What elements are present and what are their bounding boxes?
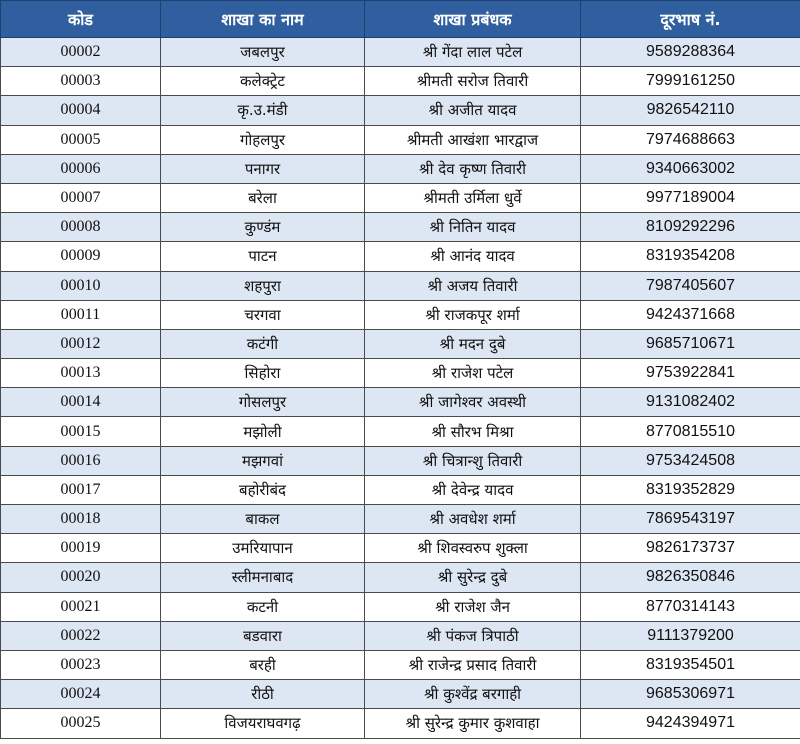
cell-branch-name: पाटन [161, 242, 365, 271]
table-row [1, 300, 800, 329]
table-row [1, 446, 800, 475]
cell-phone: 9111379200 [581, 621, 800, 650]
cell-code: 00021 [1, 592, 161, 621]
cell-branch-name: कुण्डंम [161, 213, 365, 242]
cell-branch-manager: श्री राजेन्द्र प्रसाद तिवारी [365, 650, 581, 679]
cell-branch-name: बाकल [161, 505, 365, 534]
table-row [1, 359, 800, 388]
cell-branch-name: गोहलपुर [161, 125, 365, 154]
cell-branch-name: बरही [161, 650, 365, 679]
cell-phone: 9424371668 [581, 300, 800, 329]
cell-branch-name: बहोरीबंद [161, 475, 365, 504]
cell-phone: 9753424508 [581, 446, 800, 475]
table-row [1, 38, 800, 67]
cell-code: 00017 [1, 475, 161, 504]
table-row [1, 505, 800, 534]
cell-branch-manager: श्री अजीत यादव [365, 96, 581, 125]
cell-branch-name: सिहोरा [161, 359, 365, 388]
cell-phone: 8319354501 [581, 650, 800, 679]
cell-phone: 7869543197 [581, 505, 800, 534]
table-row [1, 213, 800, 242]
table-row [1, 125, 800, 154]
table-row [1, 242, 800, 271]
cell-code: 00024 [1, 680, 161, 709]
cell-code: 00007 [1, 183, 161, 212]
cell-phone: 9340663002 [581, 154, 800, 183]
cell-branch-manager: श्री शिवस्वरुप शुक्ला [365, 534, 581, 563]
table-row [1, 417, 800, 446]
cell-branch-name: रीठी [161, 680, 365, 709]
cell-phone: 8770314143 [581, 592, 800, 621]
cell-phone: 9424394971 [581, 709, 800, 738]
cell-code: 00015 [1, 417, 161, 446]
table-row [1, 680, 800, 709]
cell-code: 00003 [1, 67, 161, 96]
cell-branch-manager: श्री चित्रान्शु तिवारी [365, 446, 581, 475]
cell-phone: 7987405607 [581, 271, 800, 300]
cell-code: 00004 [1, 96, 161, 125]
cell-code: 00023 [1, 650, 161, 679]
cell-branch-name: मझोली [161, 417, 365, 446]
cell-branch-name: जबलपुर [161, 38, 365, 67]
cell-phone: 9826542110 [581, 96, 800, 125]
table-row [1, 709, 800, 738]
cell-branch-name: कटनी [161, 592, 365, 621]
cell-code: 00018 [1, 505, 161, 534]
cell-branch-name: बडवारा [161, 621, 365, 650]
cell-branch-manager: श्री राजेश पटेल [365, 359, 581, 388]
cell-branch-manager: श्री सौरभ मिश्रा [365, 417, 581, 446]
cell-code: 00019 [1, 534, 161, 563]
cell-branch-name: मझगवां [161, 446, 365, 475]
table-row [1, 592, 800, 621]
table-row [1, 534, 800, 563]
cell-branch-manager: श्री मदन दुबे [365, 329, 581, 358]
cell-code: 00014 [1, 388, 161, 417]
cell-phone: 8770815510 [581, 417, 800, 446]
cell-branch-name: पनागर [161, 154, 365, 183]
cell-phone: 9753922841 [581, 359, 800, 388]
table-row [1, 621, 800, 650]
cell-phone: 9685306971 [581, 680, 800, 709]
cell-branch-name: स्लीमनाबाद [161, 563, 365, 592]
table-row [1, 67, 800, 96]
header-branch-manager: शाखा प्रबंधक [365, 1, 581, 38]
cell-branch-name: उमरियापान [161, 534, 365, 563]
cell-code: 00011 [1, 300, 161, 329]
table-row [1, 329, 800, 358]
cell-phone: 9589288364 [581, 38, 800, 67]
cell-branch-manager: श्रीमती उर्मिला धुर्वे [365, 183, 581, 212]
cell-branch-manager: श्री राजकपूर शर्मा [365, 300, 581, 329]
cell-branch-manager: श्री पंकज त्रिपाठी [365, 621, 581, 650]
cell-phone: 9826350846 [581, 563, 800, 592]
cell-branch-name: बरेला [161, 183, 365, 212]
cell-branch-manager: श्री सुरेन्द्र कुमार कुशवाहा [365, 709, 581, 738]
header-branch-name: शाखा का नाम [161, 1, 365, 38]
cell-phone: 7999161250 [581, 67, 800, 96]
cell-branch-manager: श्री देव कृष्ण तिवारी [365, 154, 581, 183]
cell-phone: 9826173737 [581, 534, 800, 563]
cell-branch-manager: श्रीमती आखंशा भारद्वाज [365, 125, 581, 154]
header-row [1, 1, 800, 38]
cell-phone: 8319352829 [581, 475, 800, 504]
table-row [1, 388, 800, 417]
cell-branch-name: कलेक्ट्रेट [161, 67, 365, 96]
cell-code: 00022 [1, 621, 161, 650]
cell-branch-name: विजयराघवगढ़ [161, 709, 365, 738]
cell-code: 00005 [1, 125, 161, 154]
cell-branch-manager: श्रीमती सरोज तिवारी [365, 67, 581, 96]
table-header [1, 1, 800, 38]
cell-code: 00009 [1, 242, 161, 271]
cell-branch-name: चरगवा [161, 300, 365, 329]
cell-code: 00002 [1, 38, 161, 67]
cell-code: 00013 [1, 359, 161, 388]
cell-phone: 9131082402 [581, 388, 800, 417]
cell-code: 00006 [1, 154, 161, 183]
cell-branch-manager: श्री आनंद यादव [365, 242, 581, 271]
cell-code: 00016 [1, 446, 161, 475]
cell-branch-manager: श्री सुरेन्द्र दुबे [365, 563, 581, 592]
cell-branch-name: कटंगी [161, 329, 365, 358]
header-code: कोड [1, 1, 161, 38]
cell-branch-manager: श्री अजय तिवारी [365, 271, 581, 300]
cell-code: 00010 [1, 271, 161, 300]
cell-branch-manager: श्री राजेश जैन [365, 592, 581, 621]
cell-branch-name: कृ.उ.मंडी [161, 96, 365, 125]
cell-branch-manager: श्री जागेश्वर अवस्थी [365, 388, 581, 417]
cell-phone: 9685710671 [581, 329, 800, 358]
cell-code: 00025 [1, 709, 161, 738]
cell-code: 00020 [1, 563, 161, 592]
cell-code: 00008 [1, 213, 161, 242]
table-row [1, 475, 800, 504]
header-phone: दूरभाष नं. [581, 1, 800, 38]
cell-branch-manager: श्री गेंदा लाल पटेल [365, 38, 581, 67]
table-row [1, 96, 800, 125]
cell-phone: 9977189004 [581, 183, 800, 212]
cell-phone: 8109292296 [581, 213, 800, 242]
cell-phone: 8319354208 [581, 242, 800, 271]
cell-branch-manager: श्री नितिन यादव [365, 213, 581, 242]
table-row [1, 271, 800, 300]
cell-branch-manager: श्री देवेन्द्र यादव [365, 475, 581, 504]
table-body [1, 38, 800, 739]
cell-phone: 7974688663 [581, 125, 800, 154]
cell-branch-manager: श्री अवधेश शर्मा [365, 505, 581, 534]
cell-branch-name: शहपुरा [161, 271, 365, 300]
table-row [1, 650, 800, 679]
cell-branch-name: गोसलपुर [161, 388, 365, 417]
cell-branch-manager: श्री कुश्वेंद्र बरगाही [365, 680, 581, 709]
cell-code: 00012 [1, 329, 161, 358]
table-row [1, 563, 800, 592]
table-row [1, 154, 800, 183]
table-row [1, 183, 800, 212]
